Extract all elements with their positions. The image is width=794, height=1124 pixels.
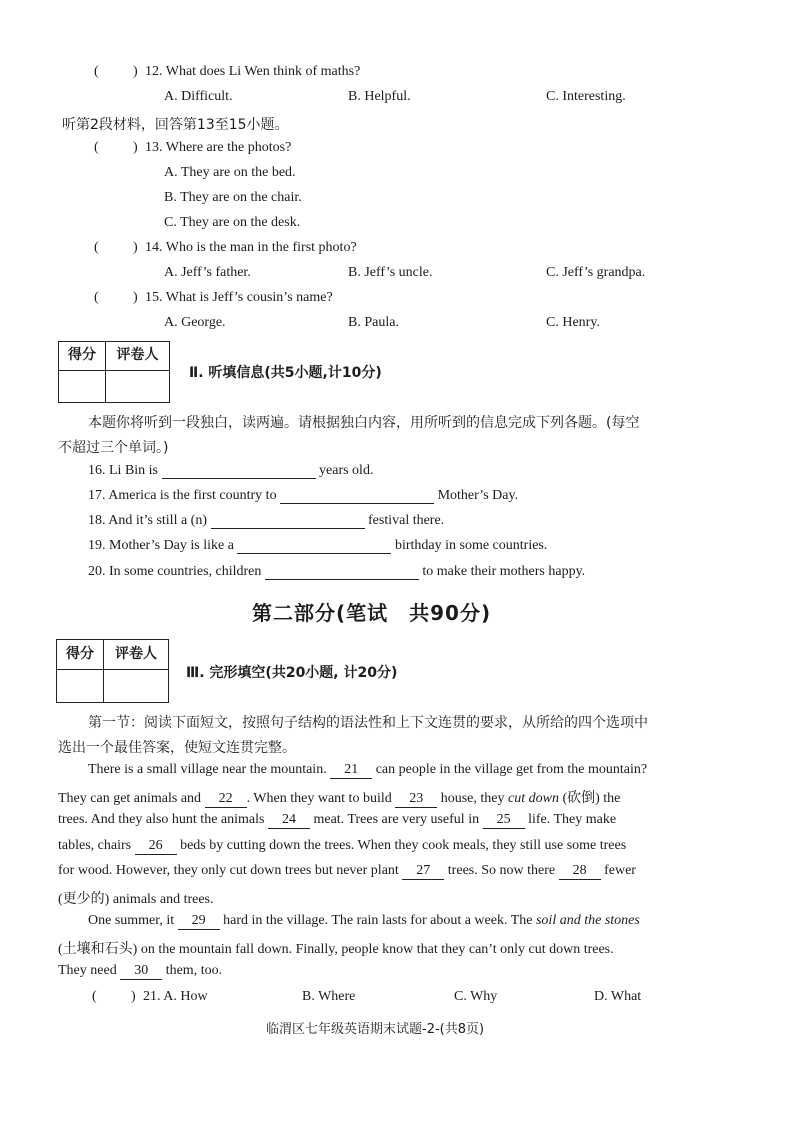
section-3-instruction-line2: 选出一个最佳答案，使短文连贯完整。 [58,740,296,756]
answer-blank-19[interactable] [237,539,391,554]
passage-text: them, too. [165,963,223,978]
q15-paren-close: ) [133,290,138,305]
cloze-blank-25[interactable]: 25 [483,812,525,829]
q12-option-c: C. Interesting. [546,89,626,104]
grader-cell[interactable] [106,371,169,402]
passage-text: trees. And they also hunt the animals [58,812,265,827]
passage-text: life. They make [528,812,617,827]
passage-line-7 [88,913,640,930]
passage-text: hard in the village. The rain lasts for about a week. The [223,913,533,928]
section-3-title: Ⅲ. 完形填空(共20小题, 计20分) [186,665,398,681]
answer-blank-20[interactable] [265,565,419,580]
cloze-blank-27[interactable]: 27 [402,863,444,880]
section-3-instruction-line1: 第一节：阅读下面短文，按照句子结构的语法性和上下文连贯的要求，从所给的四个选项中 [88,715,648,731]
passage-text: for wood. However, they only cut down trees but never plant [58,863,399,878]
fill-item-post: years old. [319,463,374,478]
q15-option-c: C. Henry. [546,315,600,330]
answer-blank-17[interactable] [280,489,434,504]
passage-text: (土壤和石头) on the mountain fall down. Finally, people know that they can’t only cut down trees. [58,942,614,957]
fill-item-17 [88,488,518,504]
q15-paren: ( [94,290,99,305]
passage-text: There is a small village near the mountain. [88,762,327,777]
fill-item-pre: 17. America is the first country to [88,488,277,503]
answer-blank-18[interactable] [211,514,365,529]
q13-option-b: B. They are on the chair. [164,190,302,205]
passage-text: house, they [440,791,505,806]
cloze-blank-23[interactable]: 23 [395,791,437,808]
grader-cell[interactable] [104,670,168,702]
q14-paren: ( [94,240,99,255]
q12-option-a: A. Difficult. [164,89,233,104]
passage-text: They need [58,963,117,978]
passage-line-6 [58,888,214,908]
fill-item-16 [88,463,373,479]
cloze-blank-26[interactable]: 26 [135,838,177,855]
passage-line-5 [58,863,636,880]
score-box-section-3 [56,639,169,703]
passage-text: . When they want to build [246,791,392,806]
passage-line-8 [58,938,614,958]
q12-paren-close: ) [133,64,138,79]
score-cell[interactable] [59,371,106,402]
passage-text: fewer [604,863,636,878]
q13-option-c: C. They are on the desk. [164,215,301,230]
cloze-blank-29[interactable]: 29 [178,913,220,930]
q13-paren-close: ) [133,140,138,155]
passage-line-9 [58,963,222,980]
passage-text: beds by cutting down the trees. When they cook meals, they still use some trees [180,838,627,853]
cloze-blank-21[interactable]: 21 [330,762,372,779]
answer-blank-16[interactable] [162,464,316,479]
passage-line-4 [58,838,626,855]
cloze-blank-28[interactable]: 28 [559,863,601,880]
passage-line-3 [58,812,616,829]
q21-paren: ( [92,989,97,1004]
fill-item-post: Mother’s Day. [437,488,519,503]
part-2-title: 第二部分(笔试 共90分) [252,601,492,625]
passage-italic: soil and the stones [535,913,640,928]
q13-stem: 13. Where are the photos? [145,140,292,155]
fill-item-18 [88,513,444,529]
passage-text: (更少的) animals and trees. [58,892,214,907]
score-box-section-2 [58,341,170,403]
q15-stem: 15. What is Jeff’s cousin’s name? [145,290,333,305]
q21-option-d: D. What [594,989,642,1004]
score-label: 得分 [57,640,104,670]
grader-label: 评卷人 [106,342,169,371]
fill-item-pre: 18. And it’s still a (n) [88,513,207,528]
q14-paren-close: ) [133,240,138,255]
q21-stem: 21. A. How [143,989,208,1004]
fill-item-pre: 19. Mother’s Day is like a [88,538,234,553]
score-label: 得分 [59,342,106,371]
fill-item-pre: 20. In some countries, children [88,564,262,579]
section-2-instruction-line2: 不超过三个单词。) [58,440,169,456]
q15-option-b: B. Paula. [348,315,399,330]
passage-text: (砍倒) the [562,791,621,806]
q14-option-b: B. Jeff’s uncle. [348,265,433,280]
q12-stem: 12. What does Li Wen think of maths? [145,64,361,79]
cloze-blank-24[interactable]: 24 [268,812,310,829]
q21-option-c: C. Why [454,989,498,1004]
q21-paren-close: ) [131,989,136,1004]
passage-text: They can get animals and [58,791,202,806]
passage-italic: cut down [508,791,559,806]
fill-item-pre: 16. Li Bin is [88,463,159,478]
fill-item-post: festival there. [368,513,445,528]
fill-item-20 [88,564,585,580]
passage-line-1 [88,762,647,779]
q12-option-b: B. Helpful. [348,89,411,104]
section-2-title: Ⅱ. 听填信息(共5小题,计10分) [189,365,382,381]
q14-option-a: A. Jeff’s father. [164,265,251,280]
page-footer: 临渭区七年级英语期末试题-2-(共8页) [266,1022,485,1037]
q13-paren: ( [94,140,99,155]
passage-line-2 [58,787,620,808]
score-cell[interactable] [57,670,104,702]
passage-text: tables, chairs [58,838,132,853]
q12-paren: ( [94,64,99,79]
passage-text: trees. So now there [447,863,556,878]
listen-instruction-2: 听第2段材料，回答第13至15小题。 [62,117,289,133]
cloze-blank-22[interactable]: 22 [205,791,247,808]
fill-item-post: birthday in some countries. [394,538,548,553]
cloze-blank-30[interactable]: 30 [120,963,162,980]
grader-label: 评卷人 [104,640,168,670]
section-2-instruction-line1: 本题你将听到一段独白，读两遍。请根据独白内容，用所听到的信息完成下列各题。(每空 [88,415,640,431]
q13-option-a: A. They are on the bed. [164,165,296,180]
q14-option-c: C. Jeff’s grandpa. [546,265,646,280]
fill-item-post: to make their mothers happy. [422,564,586,579]
passage-text: meat. Trees are very useful in [313,812,480,827]
fill-item-19 [88,538,547,554]
q15-option-a: A. George. [164,315,226,330]
passage-text: can people in the village get from the mountain? [375,762,648,777]
passage-text: One summer, it [88,913,175,928]
q14-stem: 14. Who is the man in the first photo? [145,240,357,255]
q21-option-b: B. Where [302,989,356,1004]
